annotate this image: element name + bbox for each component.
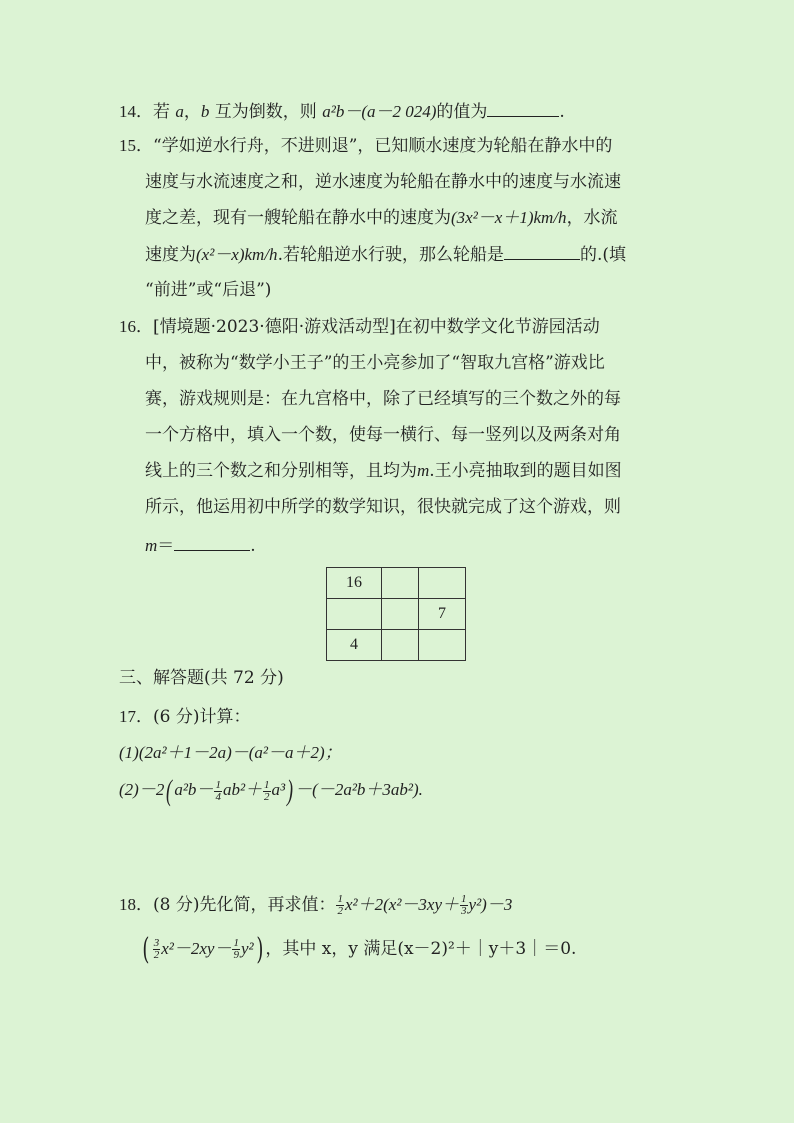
question-17-part-1: (1)(2a²＋1－2a)－(a²－a＋2)；: [119, 743, 342, 762]
grid-cell: 16: [327, 568, 382, 599]
question-16-line-4: 一个方格中，填入一个数，使每一横行、每一竖列以及两条对角: [145, 425, 621, 445]
grid-row: [327, 568, 466, 599]
expression: (3x²－x＋1)km/h: [451, 208, 567, 227]
question-16-line-5: 线上的三个数之和分别相等，且均为m.王小亮抽取到的题目如图: [145, 461, 622, 481]
question-16-line-2: 中，被称为“数学小王子”的王小亮参加了“智取九宫格”游戏比: [145, 353, 605, 373]
fraction: $\frac{1}{3}$: [461, 893, 467, 917]
grid-cell: [327, 599, 382, 630]
fraction: $\frac{1}{4}$: [215, 778, 221, 803]
grid-row: [327, 599, 466, 630]
question-18-line-1: 18．(8 分)先化简，再求值： $\frac{1}{2}$ x²＋2(x²－3xy＋ $\frac{1}{3}$ y²)－3: [119, 893, 513, 917]
question-16-line-6: 所示，他运用初中所学的数学知识，很快就完成了这个游戏，则: [145, 497, 621, 517]
section-title: 三、解答题(共 72 分): [119, 668, 284, 688]
fraction: $\frac{1}{2}$: [264, 778, 270, 803]
question-18-line-2: ( $\frac{3}{2}$ x²－2xy－ $\frac{1}{9}$ y²) ，其中 x，y 满足(x－2)²＋｜y＋3｜＝0.: [142, 931, 577, 967]
fraction: $\frac{3}{2}$: [153, 937, 160, 961]
question-number: 16．: [119, 317, 153, 336]
question-16-line-7: m＝ .: [145, 536, 256, 556]
right-paren: ): [255, 931, 263, 967]
right-paren: ): [287, 774, 294, 808]
grid-cell: [419, 568, 466, 599]
question-number: 18．: [119, 895, 153, 914]
nine-square-grid: [326, 567, 466, 661]
question-14: 14．若 a，b 互为倒数，则 a²b－(a－2 024)的值为 .: [119, 102, 565, 122]
question-17-part-2: (2)－2( a²b－ $\frac{1}{4}$ ab²＋ $\frac{1}{2}$ a³) －(－2a²b＋3ab²).: [119, 774, 423, 808]
fraction: $\frac{1}{9}$: [233, 937, 239, 961]
grid-cell: [419, 630, 466, 661]
question-15-line-4: 速度为(x²－x)km/h.若轮船逆水行驶，那么轮船是 的.(填: [145, 245, 627, 265]
question-number: 15．: [119, 136, 153, 155]
question-number: 17．: [119, 707, 153, 726]
question-15-line-3: 度之差，现有一艘轮船在静水中的速度为(3x²－x＋1)km/h，水流: [145, 208, 618, 228]
question-16-line-3: 赛，游戏规则是：在九宫格中，除了已经填写的三个数之外的每: [145, 389, 621, 409]
grid-cell: [382, 568, 419, 599]
grid-cell: [382, 599, 419, 630]
grid-cell: [382, 630, 419, 661]
expression: a²b－(a－2 024): [322, 102, 437, 121]
answer-blank[interactable]: [504, 243, 580, 260]
fraction: $\frac{1}{2}$: [337, 893, 343, 917]
answer-blank[interactable]: [174, 534, 250, 551]
answer-blank[interactable]: [487, 100, 559, 117]
grid-cell: 4: [327, 630, 382, 661]
question-16-line-1: 16．[情境题·2023·德阳·游戏活动型]在初中数学文化节游园活动: [119, 317, 600, 337]
question-15-line-2: 速度与水流速度之和，逆水速度为轮船在静水中的速度与水流速: [145, 172, 621, 192]
left-paren: (: [166, 774, 173, 808]
expression: (x²－x)km/h: [196, 245, 278, 264]
left-paren: (: [142, 931, 150, 967]
question-17-head: 17．(6 分)计算：: [119, 707, 251, 727]
question-15-line-5: “前进”或“后退”): [145, 280, 272, 300]
grid-row: [327, 630, 466, 661]
question-number: 14．: [119, 102, 153, 121]
question-15-line-1: 15．“学如逆水行舟，不进则退”，已知顺水速度为轮船在静水中的: [119, 136, 613, 156]
grid-cell: 7: [419, 599, 466, 630]
